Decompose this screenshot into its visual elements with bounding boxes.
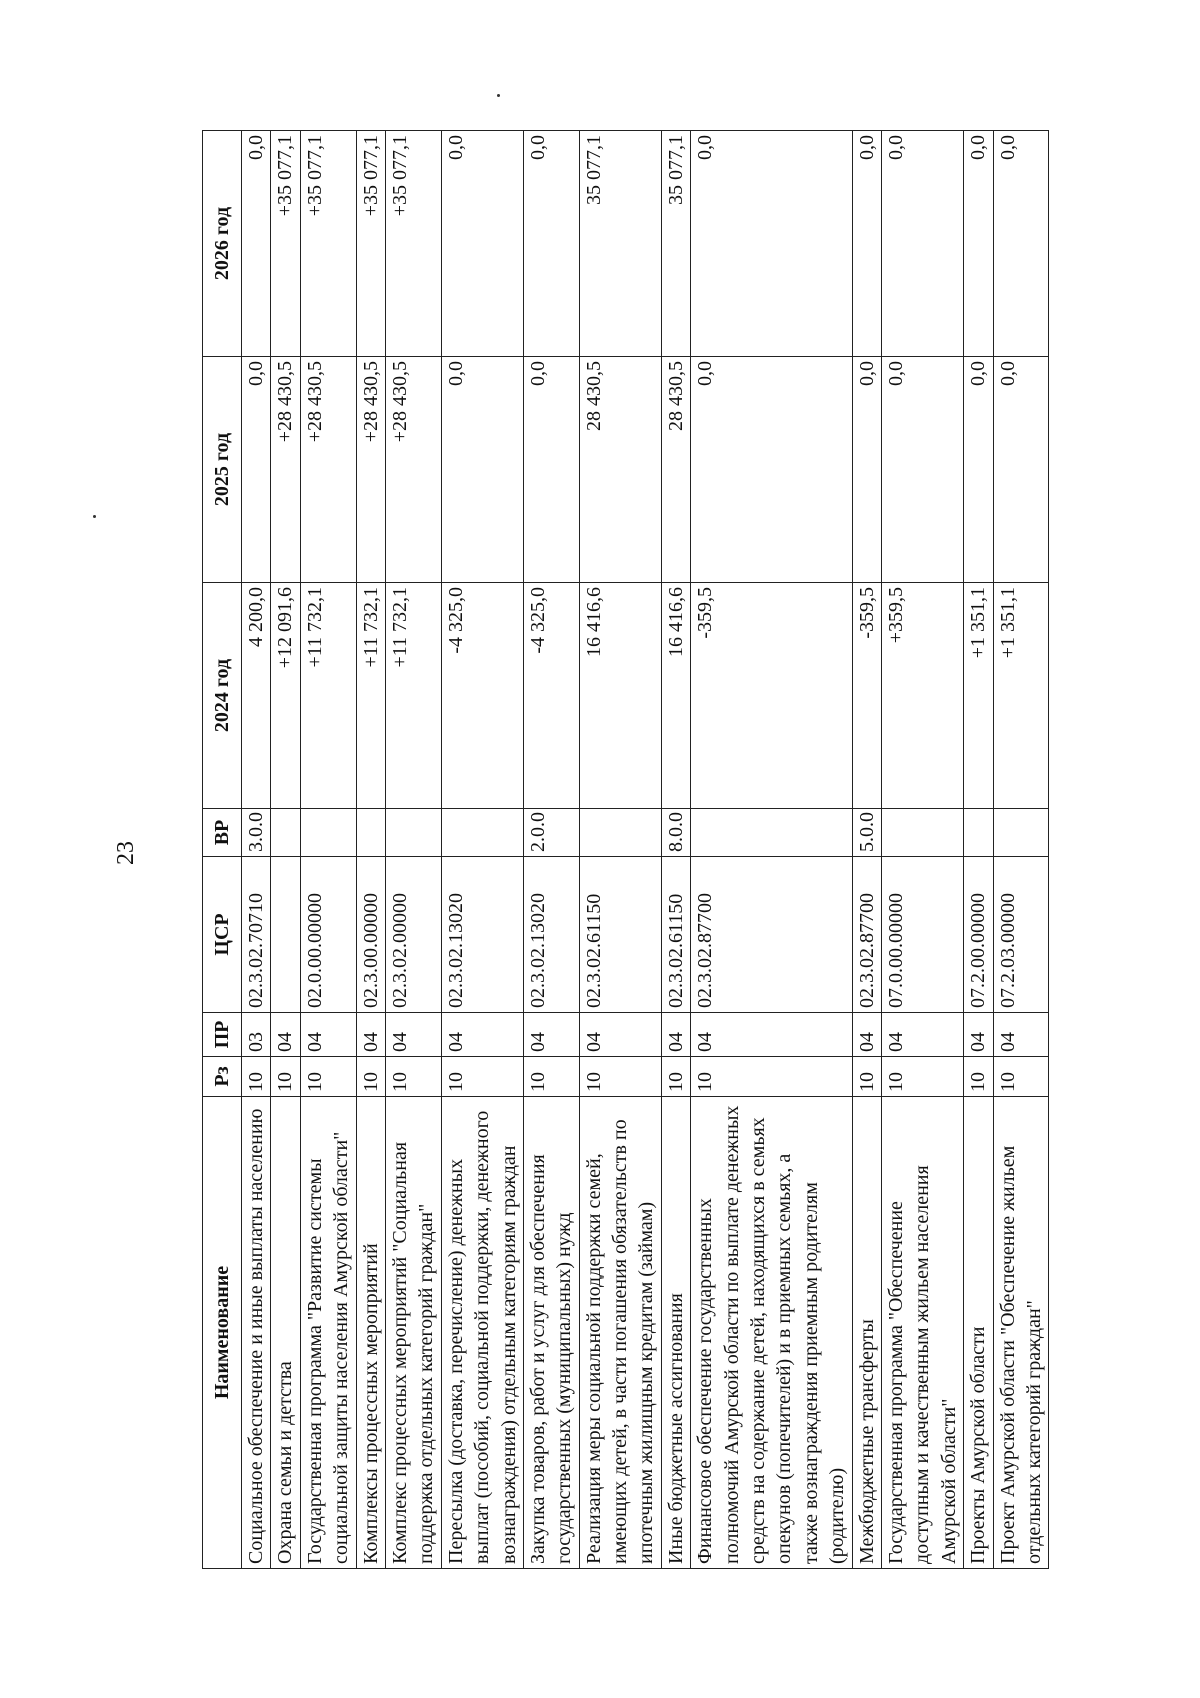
row-pr: 04 <box>993 1013 1049 1057</box>
table-row <box>300 131 356 1569</box>
row-csr: 02.3.02.00000 <box>385 857 441 1013</box>
row-2024: +1 351,1 <box>993 583 1049 809</box>
row-rz: 10 <box>964 1057 993 1097</box>
row-csr: 02.3.00.00000 <box>356 857 385 1013</box>
row-2025: +28 430,5 <box>356 357 385 583</box>
row-vr: 5.0.0 <box>852 809 881 857</box>
row-name: Финансовое обеспечение государственных полномочий Амурской области по выплате денежных средств на содержание детей, находящихся в семьях опекунов (попечителей) и в приемных семьях, а также вознаграждения приемным родителям (родителю) <box>691 1097 852 1569</box>
row-rz: 10 <box>579 1057 661 1097</box>
row-2025: 0,0 <box>993 357 1049 583</box>
row-2024: -359,5 <box>691 583 852 809</box>
row-2024: -4 325,0 <box>523 583 579 809</box>
row-rz: 10 <box>881 1057 963 1097</box>
row-2026: +35 077,1 <box>271 131 300 357</box>
row-2026: 0,0 <box>881 131 963 357</box>
row-vr <box>993 809 1049 857</box>
table-row <box>881 131 963 1569</box>
row-name: Реализация меры социальной поддержки семей, имеющих детей, в части погашения обязательств по ипотечным жилищным кредитам (займам) <box>579 1097 661 1569</box>
row-rz: 10 <box>271 1057 300 1097</box>
row-pr: 04 <box>300 1013 356 1057</box>
row-2026: 35 077,1 <box>661 131 690 357</box>
row-csr: 02.3.02.13020 <box>523 857 579 1013</box>
budget-table <box>202 130 1049 1569</box>
row-2026: +35 077,1 <box>385 131 441 357</box>
row-pr: 04 <box>661 1013 690 1057</box>
row-2024: +12 091,6 <box>271 583 300 809</box>
row-2026: +35 077,1 <box>300 131 356 357</box>
row-2026: 0,0 <box>523 131 579 357</box>
page-number: 23 <box>113 841 139 865</box>
row-name: Межбюджетные трансферты <box>852 1097 881 1569</box>
row-2025: 0,0 <box>523 357 579 583</box>
row-rz: 10 <box>661 1057 690 1097</box>
row-pr: 04 <box>579 1013 661 1057</box>
table-row <box>242 131 271 1569</box>
table-row <box>691 131 852 1569</box>
row-2025: 0,0 <box>441 357 523 583</box>
row-2024: +11 732,1 <box>300 583 356 809</box>
row-vr <box>964 809 993 857</box>
header-2024: 2024 год <box>203 583 242 809</box>
row-rz: 10 <box>691 1057 852 1097</box>
row-pr: 03 <box>242 1013 271 1057</box>
row-name: Пересылка (доставка, перечисление) денежных выплат (пособий, социальной поддержки, денежного вознаграждения) отдельным категориям граждан <box>441 1097 523 1569</box>
row-name: Иные бюджетные ассигнования <box>661 1097 690 1569</box>
header-2026: 2026 год <box>203 131 242 357</box>
row-csr: 02.3.02.61150 <box>579 857 661 1013</box>
row-vr <box>356 809 385 857</box>
row-2025: 28 430,5 <box>661 357 690 583</box>
row-2026: 35 077,1 <box>579 131 661 357</box>
row-2024: +11 732,1 <box>356 583 385 809</box>
row-2026: 0,0 <box>242 131 271 357</box>
row-name: Комплексы процессных мероприятий <box>356 1097 385 1569</box>
row-2025: +28 430,5 <box>300 357 356 583</box>
row-rz: 10 <box>523 1057 579 1097</box>
row-2026: 0,0 <box>964 131 993 357</box>
row-vr <box>271 809 300 857</box>
row-rz: 10 <box>242 1057 271 1097</box>
row-2026: 0,0 <box>852 131 881 357</box>
row-vr <box>579 809 661 857</box>
row-rz: 10 <box>300 1057 356 1097</box>
row-2025: 0,0 <box>852 357 881 583</box>
row-csr: 02.3.02.70710 <box>242 857 271 1013</box>
row-2025: 28 430,5 <box>579 357 661 583</box>
header-rz: Рз <box>203 1057 242 1097</box>
row-rz: 10 <box>385 1057 441 1097</box>
row-2024: 16 416,6 <box>579 583 661 809</box>
row-csr: 02.3.02.87700 <box>852 857 881 1013</box>
row-2024: +11 732,1 <box>385 583 441 809</box>
table-row <box>579 131 661 1569</box>
row-name: Государственная программа "Развитие системы социальной защиты населения Амурской области" <box>300 1097 356 1569</box>
row-vr <box>385 809 441 857</box>
row-vr: 2.0.0 <box>523 809 579 857</box>
row-pr: 04 <box>852 1013 881 1057</box>
row-2024: -359,5 <box>852 583 881 809</box>
table-row <box>441 131 523 1569</box>
row-pr: 04 <box>881 1013 963 1057</box>
table-header-row <box>203 131 242 1569</box>
budget-table-container <box>202 132 1045 1569</box>
row-name: Проекты Амурской области <box>964 1097 993 1569</box>
row-2026: 0,0 <box>993 131 1049 357</box>
row-2025: 0,0 <box>242 357 271 583</box>
row-csr <box>271 857 300 1013</box>
row-name: Государственная программа "Обеспечение доступным и качественным жильем населения Амурской области" <box>881 1097 963 1569</box>
table-row <box>993 131 1049 1569</box>
row-csr: 07.0.00.00000 <box>881 857 963 1013</box>
row-csr: 02.3.02.61150 <box>661 857 690 1013</box>
row-csr: 02.0.00.00000 <box>300 857 356 1013</box>
header-name: Наименование <box>203 1097 242 1569</box>
row-2026: 0,0 <box>441 131 523 357</box>
row-2024: +1 351,1 <box>964 583 993 809</box>
table-row <box>356 131 385 1569</box>
row-pr: 04 <box>385 1013 441 1057</box>
header-2025: 2025 год <box>203 357 242 583</box>
row-vr: 3.0.0 <box>242 809 271 857</box>
row-vr <box>441 809 523 857</box>
table-row <box>964 131 993 1569</box>
row-2025: 0,0 <box>691 357 852 583</box>
header-vr: ВР <box>203 809 242 857</box>
table-body <box>242 131 1049 1569</box>
row-name: Закупка товаров, работ и услуг для обеспечения государственных (муниципальных) нужд <box>523 1097 579 1569</box>
row-pr: 04 <box>964 1013 993 1057</box>
row-name: Охрана семьи и детства <box>271 1097 300 1569</box>
row-2025: +28 430,5 <box>271 357 300 583</box>
row-rz: 10 <box>356 1057 385 1097</box>
row-csr: 07.2.00.00000 <box>964 857 993 1013</box>
row-csr: 07.2.03.00000 <box>993 857 1049 1013</box>
scan-speck <box>497 94 500 97</box>
row-name: Социальное обеспечение и иные выплаты населению <box>242 1097 271 1569</box>
header-pr: ПР <box>203 1013 242 1057</box>
table-row <box>661 131 690 1569</box>
row-csr: 02.3.02.87700 <box>691 857 852 1013</box>
table-row <box>385 131 441 1569</box>
row-vr <box>691 809 852 857</box>
row-vr: 8.0.0 <box>661 809 690 857</box>
row-pr: 04 <box>356 1013 385 1057</box>
row-2024: 4 200,0 <box>242 583 271 809</box>
row-2025: 0,0 <box>964 357 993 583</box>
row-rz: 10 <box>993 1057 1049 1097</box>
row-name: Проект Амурской области "Обеспечение жильем отдельных категорий граждан" <box>993 1097 1049 1569</box>
row-name: Комплекс процессных мероприятий "Социальная поддержка отдельных категорий граждан" <box>385 1097 441 1569</box>
row-rz: 10 <box>441 1057 523 1097</box>
scan-speck <box>93 515 96 518</box>
row-2024: 16 416,6 <box>661 583 690 809</box>
row-2024: +359,5 <box>881 583 963 809</box>
row-pr: 04 <box>523 1013 579 1057</box>
row-2024: -4 325,0 <box>441 583 523 809</box>
row-rz: 10 <box>852 1057 881 1097</box>
row-2025: 0,0 <box>881 357 963 583</box>
row-2026: 0,0 <box>691 131 852 357</box>
row-pr: 04 <box>691 1013 852 1057</box>
table-row <box>852 131 881 1569</box>
row-2025: +28 430,5 <box>385 357 441 583</box>
header-csr: ЦСР <box>203 857 242 1013</box>
row-vr <box>300 809 356 857</box>
table-row <box>523 131 579 1569</box>
row-csr: 02.3.02.13020 <box>441 857 523 1013</box>
row-vr <box>881 809 963 857</box>
row-pr: 04 <box>271 1013 300 1057</box>
row-2026: +35 077,1 <box>356 131 385 357</box>
table-row <box>271 131 300 1569</box>
row-pr: 04 <box>441 1013 523 1057</box>
